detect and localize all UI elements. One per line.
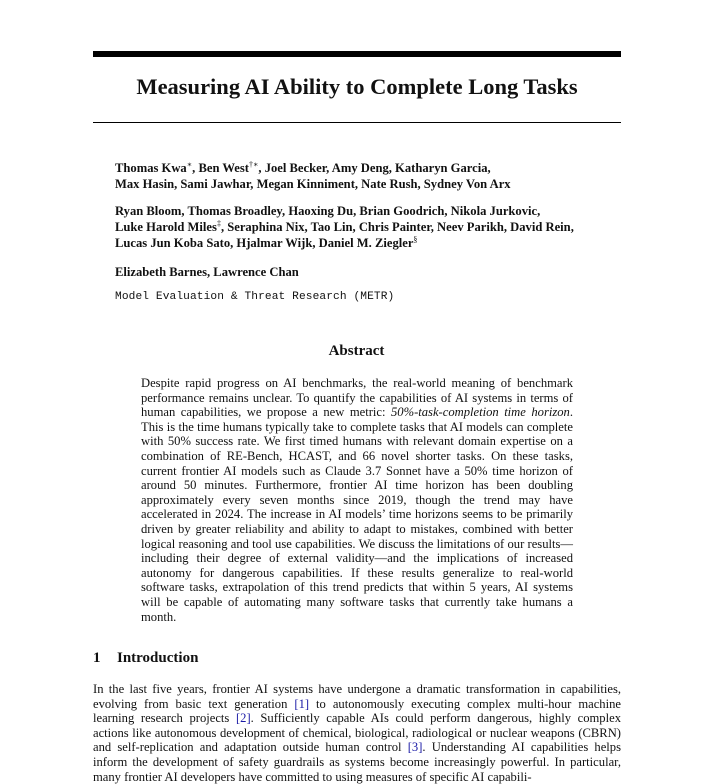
author-line — [115, 235, 635, 251]
affiliation: Model Evaluation & Threat Research (METR) — [115, 291, 395, 303]
section-number: 1 — [93, 650, 101, 666]
paper-title: Measuring AI Ability to Complete Long Tasks — [136, 74, 578, 99]
abstract-heading: Abstract — [328, 343, 385, 359]
footnote-mark[interactable]: ‡ — [216, 219, 221, 228]
top-rule — [93, 51, 621, 57]
author-name: Luke Harold Miles — [115, 220, 217, 234]
author-name: Thomas Kwa — [115, 161, 187, 175]
author-block-1 — [115, 160, 635, 192]
author-line — [115, 160, 635, 176]
intro-text: . Understanding AI capabilities helps inform the development of safety guardrails as systems become increasingly powerful. In particular, many frontier AI developers have committed to using measures of specific AI capabili- — [93, 740, 621, 784]
citation-link[interactable]: [3] — [407, 740, 423, 755]
section-heading — [93, 650, 198, 667]
author-block-2 — [115, 203, 635, 251]
author-name: , Ben West — [192, 161, 249, 175]
abstract-body — [141, 376, 573, 624]
intro-text: In the last five years, frontier AI systems have undergone a dramatic transformation in capabilities, evolving from basic text generation — [93, 682, 621, 711]
intro-text: . Sufficiently capable AIs could perform dangerous, highly complex actions like autonomous development of chemical, biological, radiological or nuclear weapons (CBRN) and self-replication and adaptation outside human control — [93, 711, 621, 755]
author-block-3: Elizabeth Barnes, Lawrence Chan — [115, 265, 299, 279]
citation-link[interactable]: [1] — [294, 696, 310, 711]
author-names: , Seraphina Nix, Tao Lin, Chris Painter, Neev Parikh, David Rein, — [220, 220, 574, 234]
footnote-mark[interactable]: †∗ — [248, 160, 259, 169]
footnote-mark[interactable]: ∗ — [186, 160, 193, 169]
author-names: Lucas Jun Koba Sato, Hjalmar Wijk, Daniel M. Ziegler — [115, 236, 414, 250]
author-line — [115, 219, 635, 235]
intro-text: to autonomously executing complex multi-hour machine learning research projects — [93, 696, 621, 726]
author-names: , Joel Becker, Amy Deng, Katharyn Garcia, — [258, 161, 491, 175]
abstract-text: Despite rapid progress on AI benchmarks, the real-world meaning of benchmark performance remains unclear. To quantify the capabilities of AI systems in terms of human capabilities, we propose a new metric: — [141, 376, 573, 420]
section-title: Introduction — [117, 650, 199, 666]
citation-link[interactable]: [2] — [235, 711, 251, 726]
author-line: Ryan Bloom, Thomas Broadley, Haoxing Du, Brian Goodrich, Nikola Jurkovic, — [115, 204, 541, 218]
author-line: Max Hasin, Sami Jawhar, Megan Kinniment, Nate Rush, Sydney Von Arx — [115, 177, 511, 191]
footnote-mark[interactable]: § — [413, 235, 418, 244]
abstract-emphasis: 50%-task-completion time horizon — [390, 405, 570, 420]
title-rule — [93, 122, 621, 123]
abstract-text: . This is the time humans typically take to complete tasks that AI models can complete with 50% success rate. We first timed humans with relevant domain expertise on a combination of RE-Bench, HCAST, and 66 novel shorter tasks. On these tasks, current frontier AI models such as Claude 3.7 Sonnet have a 50% time horizon of around 50 minutes. Furthermore, frontier AI time horizon has been doubling approximately every seven months since 2019, though the trend may have accelerated in 2024. The increase in AI models’ time horizons seems to be primarily driven by greater reliability and ability to adapt to mistakes, combined with better logical reasoning and tool use capabilities. We discuss the limitations of our results—including their degree of external validity—and the implications of increased autonomy for dangerous capabilities. If these results generalize to real-world software tasks, extrapolation of this trend predicts that within 5 years, AI systems will be capable of automating many software tasks that currently take humans a month. — [141, 405, 574, 624]
intro-paragraph — [93, 682, 621, 784]
